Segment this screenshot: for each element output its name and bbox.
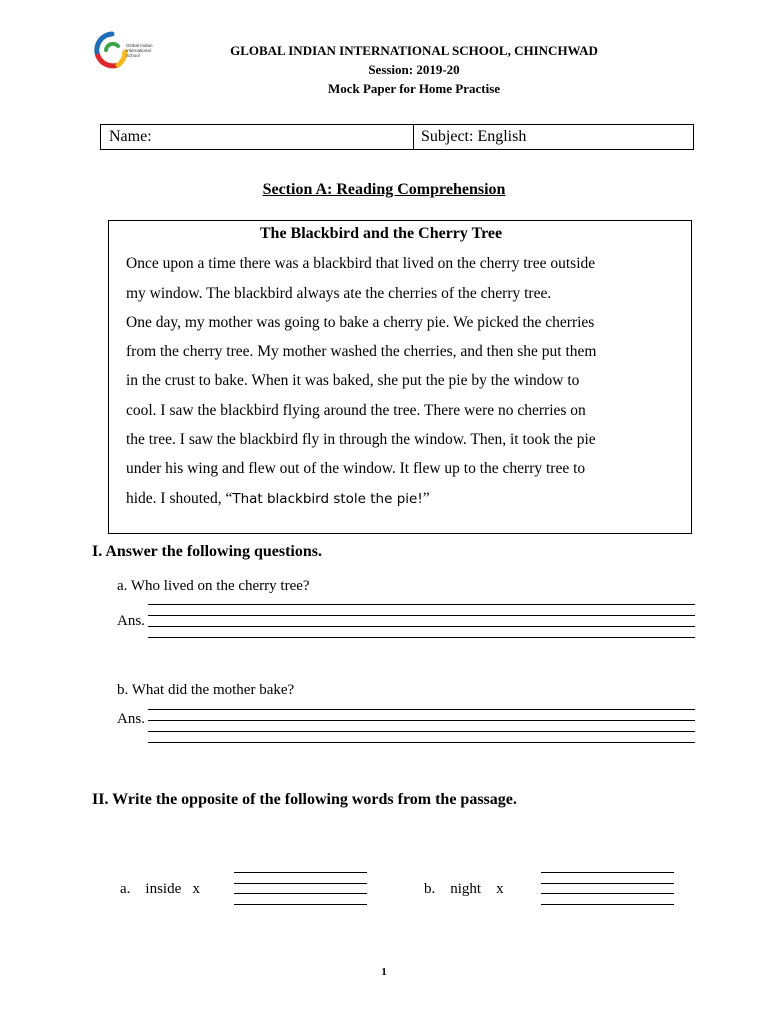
question-1-heading: I. Answer the following questions. [92,543,322,560]
session-label: Session: 2019-20 [368,62,460,77]
page-number: 1 [381,966,387,978]
answer-line [148,742,695,743]
answer-line [148,731,695,732]
opposite-a-line [234,893,367,894]
opposite-b-label: b. [424,881,436,897]
opposite-b [424,881,504,898]
answer-label: Ans. [117,613,145,629]
answer-line [148,626,695,627]
opposite-a-line [234,872,367,873]
answer-line [148,720,695,721]
box-divider [413,125,414,149]
passage-line: in the crust to bake. When it was baked, she put the pie by the window to [126,372,580,389]
opposite-a-line [234,883,367,884]
opposite-b-line [541,904,674,905]
subject-label: Subject: English [421,128,527,145]
answer-line [148,709,695,710]
passage-last-end: ” [422,490,430,507]
paper-title: Mock Paper for Home Practise [327,81,501,96]
opposite-b-line [541,883,674,884]
answer-line [148,615,695,616]
opposite-b-word: night [450,881,482,897]
passage-line: under his wing and flew out of the window. It flew up to the cherry tree to [126,460,586,477]
passage-line: the tree. I saw the blackbird fly in through the window. Then, it took the pie [126,431,596,448]
question-1a: a. Who lived on the cherry tree? [117,578,310,594]
answer-line [148,637,695,638]
passage-last-start: hide. I shouted, “ [126,490,233,507]
passage-line: from the cherry tree. My mother washed the cherries, and then she put them [126,343,597,360]
passage-last-line [126,490,430,508]
passage-line: One day, my mother was going to bake a cherry pie. We picked the cherries [126,314,595,331]
passage-quote: That blackbird stole the pie! [232,491,423,507]
logo-text: Global Indian International School [126,43,153,58]
name-subject-box [100,124,694,150]
passage-title: The Blackbird and the Cherry Tree [259,225,503,242]
passage-line: my window. The blackbird always ate the cherries of the cherry tree. [126,285,552,302]
opposite-a-line [234,904,367,905]
question-1b: b. What did the mother bake? [117,682,295,698]
opposite-b-line [541,872,674,873]
opposite-a-mark: x [192,881,201,897]
name-label: Name: [109,128,152,145]
opposite-a-word: inside [145,881,182,897]
opposite-a-label: a. [120,881,131,897]
school-name: GLOBAL INDIAN INTERNATIONAL SCHOOL, CHINCHWAD [230,43,598,58]
section-title: Section A: Reading Comprehension [262,181,506,198]
opposite-a [120,881,200,898]
question-2-heading: II. Write the opposite of the following words from the passage. [92,791,517,808]
answer-label: Ans. [117,711,145,727]
passage-line: cool. I saw the blackbird flying around the tree. There were no cherries on [126,402,586,419]
passage-line: Once upon a time there was a blackbird that lived on the cherry tree outside [126,255,596,272]
opposite-b-mark: x [496,881,504,897]
opposite-b-line [541,893,674,894]
answer-line [148,604,695,605]
